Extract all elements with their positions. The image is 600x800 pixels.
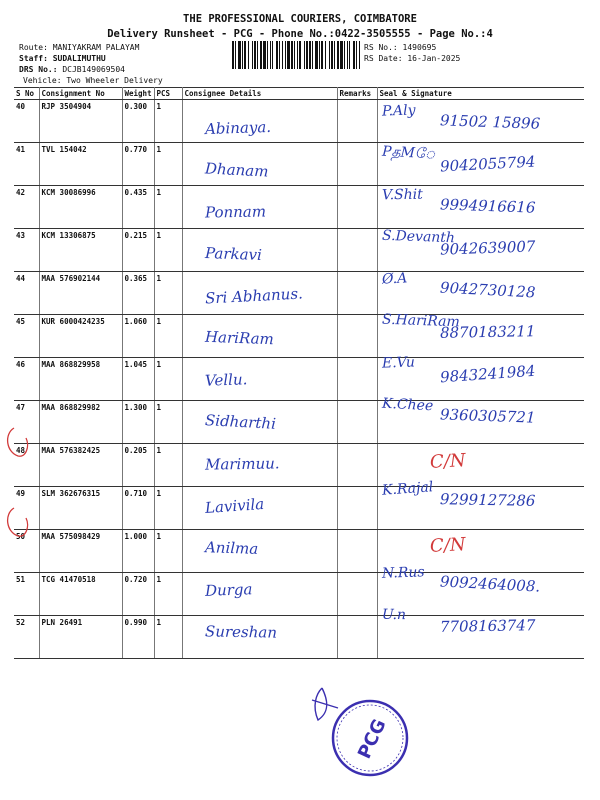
consignment-no-cell: PLN 26491 (39, 616, 122, 659)
serial-no-cell: 49 (14, 487, 39, 530)
table-row (14, 444, 584, 487)
weight-cell: 0.990 (122, 616, 154, 659)
signature-handwritten: E.Vu (381, 354, 416, 372)
signature-handwritten: K.Rajal (381, 479, 434, 499)
serial-no-cell: 44 (14, 272, 39, 315)
remarks-cell (337, 487, 377, 530)
weight-cell: 0.710 (122, 487, 154, 530)
cn-red-mark: C/N (429, 534, 467, 557)
weight-cell: 0.365 (122, 272, 154, 315)
signature-phone-number: 8870183211 (439, 322, 536, 342)
serial-no-cell: 41 (14, 143, 39, 186)
consignee-handwritten-name: Abinaya. (204, 117, 272, 139)
pcs-cell: 1 (154, 315, 182, 358)
consignee-handwritten-name: Vellu. (204, 370, 248, 390)
pcs-cell: 1 (154, 487, 182, 530)
table-header-row (14, 88, 584, 100)
signature-phone-number: 7708163747 (439, 616, 536, 636)
serial-no-cell: 40 (14, 100, 39, 143)
column-header-consignee-details: Consignee Details (182, 88, 337, 100)
pcs-cell: 1 (154, 229, 182, 272)
column-header-pcs: PCS (154, 88, 182, 100)
consignee-handwritten-name: Sureshan (204, 622, 278, 642)
consignment-no-cell: MAA 575098429 (39, 530, 122, 573)
weight-cell: 1.045 (122, 358, 154, 401)
pcs-cell: 1 (154, 530, 182, 573)
consignment-no-cell: SLM 362676315 (39, 487, 122, 530)
remarks-cell (337, 616, 377, 659)
remarks-cell (337, 143, 377, 186)
rs-date-line: RS Date: 16-Jan-2025 (364, 54, 461, 63)
remarks-cell (337, 272, 377, 315)
signature-handwritten: V.Shit (381, 186, 423, 204)
cn-red-mark: C/N (429, 450, 467, 473)
pcg-stamp (333, 701, 407, 775)
serial-no-cell: 50 (14, 530, 39, 573)
consignee-handwritten-name: Sri Abhanus. (204, 284, 304, 308)
consignment-no-cell: MAA 868829958 (39, 358, 122, 401)
signature-handwritten: S.HariRam (381, 311, 461, 331)
rs-date-value: 16-Jan-2025 (407, 54, 461, 63)
remarks-cell (337, 186, 377, 229)
consignment-no-cell: MAA 576902144 (39, 272, 122, 315)
signature-phone-number: 9360305721 (439, 405, 536, 427)
signature-handwritten: N.Rus (381, 564, 425, 582)
pcs-cell: 1 (154, 444, 182, 487)
remarks-cell (337, 573, 377, 616)
consignee-handwritten-name: Dhanam (204, 159, 269, 181)
consignee-handwritten-name: Marimuu. (204, 454, 280, 474)
serial-no-cell: 43 (14, 229, 39, 272)
consignee-handwritten-name: Durga (204, 580, 253, 600)
column-header-sno: S No (14, 88, 39, 100)
signature-phone-number: 9092464008. (439, 572, 541, 596)
pcs-cell: 1 (154, 143, 182, 186)
signature-phone-number: 9843241984 (439, 361, 536, 387)
consignment-no-cell: RJP 3504904 (39, 100, 122, 143)
weight-cell: 0.720 (122, 573, 154, 616)
column-header-consignment-no: Consignment No (39, 88, 122, 100)
signature-handwritten: K.Chee (381, 395, 434, 415)
weight-cell: 0.435 (122, 186, 154, 229)
remarks-cell (337, 100, 377, 143)
weight-cell: 1.300 (122, 401, 154, 444)
remarks-cell (337, 444, 377, 487)
consignee-handwritten-name: Anilma (204, 538, 259, 558)
serial-no-cell: 46 (14, 358, 39, 401)
consignee-handwritten-name: Parkavi (204, 244, 263, 264)
serial-no-cell: 47 (14, 401, 39, 444)
serial-no-cell: 48 (14, 444, 39, 487)
route-line: Route: MANIYAKRAM PALAYAM (19, 43, 140, 52)
signature-phone-number: 9042055794 (439, 152, 536, 176)
pcs-cell: 1 (154, 401, 182, 444)
signature-handwritten: PதMே (381, 143, 436, 163)
signature-handwritten: P.Aly (381, 102, 416, 120)
consignment-no-cell: KUR 6000424235 (39, 315, 122, 358)
pcs-cell: 1 (154, 358, 182, 401)
remarks-cell (337, 315, 377, 358)
signature-phone-number: 91502 15896 (439, 111, 541, 133)
signature-phone-number: 9994916616 (439, 195, 536, 217)
serial-no-cell: 52 (14, 616, 39, 659)
serial-no-cell: 42 (14, 186, 39, 229)
stamp-signature-scribble-icon (312, 688, 338, 720)
signature-handwritten: S.Devanth (381, 227, 456, 247)
pcs-cell: 1 (154, 616, 182, 659)
remarks-cell (337, 530, 377, 573)
serial-no-cell: 51 (14, 573, 39, 616)
weight-cell: 0.300 (122, 100, 154, 143)
weight-cell: 0.215 (122, 229, 154, 272)
staff-line: Staff: SUDALIMUTHU (19, 54, 106, 63)
rs-no-line: RS No.: 1490695 (364, 43, 437, 52)
consignee-handwritten-name: HariRam (204, 327, 275, 349)
drs-line: DRS No.: DCJB149069504 (19, 65, 125, 74)
remarks-cell (337, 358, 377, 401)
serial-no-cell: 45 (14, 315, 39, 358)
consignee-handwritten-name: Sidharthi (204, 411, 277, 433)
weight-cell: 0.205 (122, 444, 154, 487)
route-value: MANIYAKRAM PALAYAM (52, 43, 140, 52)
remarks-cell (337, 229, 377, 272)
consignee-handwritten-name: Lavivila (204, 494, 265, 518)
consignment-no-cell: TVL 154042 (39, 143, 122, 186)
consignment-no-cell: KCM 13306875 (39, 229, 122, 272)
signature-handwritten: U.n (381, 606, 407, 624)
column-header-seal-signature: Seal & Signature (377, 88, 584, 100)
rs-no-value: 1490695 (402, 43, 437, 52)
consignee-handwritten-name: Ponnam (204, 202, 267, 222)
pcs-cell: 1 (154, 186, 182, 229)
signature-handwritten: Ø.A (381, 270, 408, 288)
barcode (232, 41, 360, 69)
signature-phone-number: 9299127286 (439, 490, 536, 510)
consignment-no-cell: MAA 576382425 (39, 444, 122, 487)
pcs-cell: 1 (154, 573, 182, 616)
remarks-cell (337, 401, 377, 444)
company-title: THE PROFESSIONAL COURIERS, COIMBATORE (183, 13, 417, 25)
runsheet-subtitle: Delivery Runsheet - PCG - Phone No.:0422-3505555 - Page No.:4 (107, 28, 493, 40)
weight-cell: 1.060 (122, 315, 154, 358)
column-header-remarks: Remarks (337, 88, 377, 100)
stamp-text: PCG (354, 715, 391, 763)
consignment-no-cell: MAA 868829982 (39, 401, 122, 444)
table-row (14, 530, 584, 573)
vehicle-value: Two Wheeler Delivery (66, 76, 163, 85)
weight-cell: 0.770 (122, 143, 154, 186)
signature-phone-number: 9042730128 (439, 278, 536, 302)
consignment-no-cell: TCG 41470518 (39, 573, 122, 616)
signature-phone-number: 9042639007 (439, 237, 536, 259)
pcs-cell: 1 (154, 100, 182, 143)
pcs-cell: 1 (154, 272, 182, 315)
vehicle-line: Vehicle: Two Wheeler Delivery (23, 76, 163, 85)
weight-cell: 1.000 (122, 530, 154, 573)
staff-value: SUDALIMUTHU (52, 54, 106, 63)
drs-value: DCJB149069504 (62, 65, 125, 74)
consignment-no-cell: KCM 30086996 (39, 186, 122, 229)
column-header-weight: Weight (122, 88, 154, 100)
